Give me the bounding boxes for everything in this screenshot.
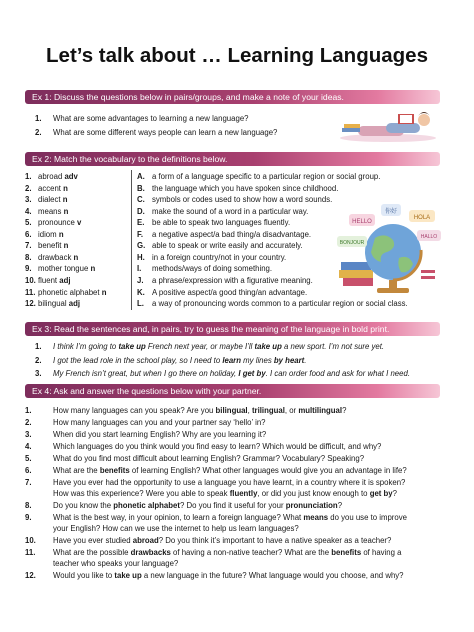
- bold-phrase: by heart: [273, 356, 305, 365]
- sentence-text: French next year, or maybe I’ll: [145, 342, 255, 351]
- ex4-item-num: 3.: [25, 430, 32, 439]
- vocab-part-of-speech: n: [73, 252, 79, 262]
- definition-text: a way of pronouncing words common to a particular region or social class.: [152, 299, 408, 309]
- definition-text: be able to speak two languages fluently.: [152, 218, 291, 228]
- definition-letter: F.: [137, 229, 144, 239]
- question-text: a new language in the future? What language would you choose, and why?: [141, 571, 404, 581]
- vocab-part-of-speech: n: [62, 195, 68, 205]
- ex3-sentence: [53, 342, 384, 352]
- vocab-part-of-speech: n: [63, 183, 68, 193]
- ex4-question-line: [53, 478, 405, 488]
- vocab-word: means: [38, 206, 64, 216]
- page-title: Let’s talk about … Learning Languages: [46, 44, 428, 67]
- ex4-item-num: 11.: [25, 548, 36, 558]
- definition-text: the language which you have spoken since childhood.: [152, 183, 339, 193]
- vocab-row: [0, 172, 440, 182]
- vocab-number: 1.: [25, 172, 32, 181]
- ex4-question-line: [53, 466, 407, 476]
- question-text: Which languages do you think would you find easy to learn? Which would be difficult, and why?: [53, 442, 382, 451]
- sentence-text: My French isn’t great, but when I go there on holiday,: [53, 369, 239, 378]
- bubble-hallo: HALLO: [420, 234, 438, 240]
- definition-text: methods/ways of doing something.: [152, 264, 273, 274]
- ex4-question-line: [53, 454, 364, 464]
- vocab-row: [0, 299, 440, 309]
- question-text: of having a non-native teacher? What are the: [170, 548, 332, 558]
- question-text: ?: [337, 501, 343, 511]
- vocab-term: [38, 264, 95, 274]
- ex1-heading-banner: Ex 1: Discuss the questions below in pairs/groups, and make a note of your ideas.: [25, 90, 440, 104]
- ex2-heading-banner: Ex 2: Match the vocabulary to the definitions below.: [25, 152, 440, 166]
- bold-phrase: learn: [222, 356, 241, 365]
- vocab-term: [38, 184, 68, 194]
- ex4-item-num: 5.: [25, 454, 32, 463]
- question-text: Would you like to: [53, 571, 115, 581]
- bold-phrase: means: [303, 513, 329, 523]
- ex4-question-line: [53, 489, 397, 499]
- bold-phrase: trilingual: [251, 406, 285, 415]
- question-text: ?: [342, 406, 347, 415]
- vocab-number: 6.: [25, 229, 32, 239]
- bold-phrase: benefits: [99, 466, 130, 475]
- ex4-item-num: 7.: [25, 478, 32, 487]
- vocab-part-of-speech: v: [77, 218, 82, 228]
- vocab-word: abroad: [38, 172, 65, 181]
- vocab-part-of-speech: adv: [64, 172, 78, 181]
- vocab-number: 12.: [25, 299, 36, 309]
- globe-languages-illustration: [335, 200, 443, 300]
- bold-phrase: fluently: [229, 489, 258, 499]
- vocab-number: 10.: [25, 275, 36, 285]
- vocab-term: [38, 172, 78, 182]
- vocab-word: fluent: [38, 275, 60, 285]
- ex1-question: What are some different ways people can learn a new language?: [53, 128, 278, 137]
- question-text: Do you know the: [53, 501, 114, 511]
- vocab-number: 3.: [25, 195, 32, 205]
- question-text: What do you find most difficult about learning English? Grammar? Vocabulary? Speaking?: [53, 454, 365, 463]
- sentence-text: my lines: [240, 356, 274, 365]
- sentence-text: . I can order food and ask for what I need.: [265, 369, 410, 378]
- bold-phrase: take up: [118, 342, 146, 351]
- vocab-word: drawback: [38, 252, 74, 262]
- bubble-hola: HOLA: [413, 215, 431, 221]
- bold-phrase: benefits: [331, 548, 362, 558]
- definition-letter: H.: [137, 252, 145, 262]
- ex4-question-line: [53, 571, 404, 581]
- bubble-hello: HELLO: [352, 219, 372, 225]
- ex3-sentence: [53, 369, 410, 379]
- vocab-term: [38, 241, 68, 251]
- ex1-question: What are some advantages to learning a new language?: [53, 114, 249, 123]
- vocab-word: dialect: [38, 195, 63, 205]
- vocab-row: [0, 184, 440, 194]
- vocab-number: 2.: [25, 183, 32, 193]
- vocab-term: [38, 230, 64, 240]
- definition-letter: I.: [137, 264, 142, 274]
- ex4-question-line: [53, 406, 346, 416]
- bold-phrase: pronunciation: [285, 501, 338, 511]
- definition-text: symbols or codes used to show how a word sounds.: [152, 195, 333, 205]
- question-text: your English? How can we use the internet to help us learn languages?: [53, 524, 299, 534]
- question-text: ?: [392, 489, 397, 499]
- definition-text: able to speak or write easily and accurately.: [152, 241, 303, 251]
- ex4-heading-banner: Ex 4: Ask and answer the questions below with your partner.: [25, 384, 440, 398]
- vocab-part-of-speech: adj: [59, 275, 71, 285]
- question-text: What are the: [53, 466, 100, 475]
- vocab-term: [38, 276, 71, 286]
- bold-phrase: drawbacks: [130, 548, 171, 558]
- vocab-number: 5.: [25, 218, 32, 228]
- question-text: How was this experience? Were you able to speak: [53, 489, 230, 499]
- ex4-question-line: [53, 442, 381, 452]
- ex1-item-num: 2.: [35, 128, 42, 137]
- vocab-term: [38, 218, 81, 228]
- question-text: , or did you just know enough to: [257, 489, 370, 499]
- question-text: do you use to improve: [328, 513, 407, 523]
- definition-letter: B.: [137, 183, 145, 193]
- ex4-question-line: [53, 559, 178, 569]
- definition-text: a form of a language specific to a particular region or social group.: [152, 172, 381, 181]
- ex3-item-num: 2.: [35, 356, 42, 365]
- definition-letter: C.: [137, 195, 145, 205]
- ex4-question-line: [53, 430, 266, 440]
- vocab-term: [38, 299, 80, 309]
- vocab-number: 9.: [25, 264, 32, 274]
- vocab-term: [38, 288, 107, 298]
- vocab-term: [38, 253, 78, 263]
- question-text: of having a: [361, 548, 402, 558]
- definition-letter: J.: [137, 275, 144, 285]
- bold-phrase: take up: [254, 342, 282, 351]
- vocab-word: pronounce: [38, 218, 78, 228]
- question-text: Have you ever had the opportunity to use a language you have learnt, in a country where it is spoken?: [53, 478, 406, 487]
- vocab-term: [38, 195, 67, 205]
- bold-phrase: get by: [369, 489, 393, 499]
- definition-text: in a foreign country/not in your country.: [152, 252, 287, 262]
- bold-phrase: phonetic alphabet: [113, 501, 180, 511]
- ex3-heading-banner: Ex 3: Read the sentences and, in pairs, try to guess the meaning of the language in bold print.: [25, 322, 440, 336]
- definition-text: a phrase/expression with a figurative meaning.: [152, 275, 313, 285]
- vocab-word: idiom: [38, 229, 59, 239]
- sentence-text: I think I’m going to: [53, 342, 119, 351]
- definition-letter: G.: [137, 241, 146, 251]
- bubble-bonjour: BONJOUR: [339, 240, 365, 246]
- ex4-question-line: [53, 513, 407, 523]
- vocab-number: 7.: [25, 241, 32, 251]
- vocab-number: 11.: [25, 287, 36, 297]
- bold-phrase: bilingual: [215, 406, 248, 415]
- ex3-item-num: 3.: [35, 369, 42, 378]
- ex4-item-num: 12.: [25, 571, 36, 581]
- question-text: of learning English? What other languages would give you an advantage in life?: [129, 466, 407, 475]
- ex4-item-num: 1.: [25, 406, 32, 415]
- definition-text: make the sound of a word in a particular way.: [152, 206, 309, 216]
- student-reading-illustration: [336, 106, 440, 144]
- ex4-question-line: [53, 536, 391, 546]
- vocab-part-of-speech: adj: [68, 299, 81, 309]
- vocab-part-of-speech: n: [101, 287, 107, 297]
- ex4-item-num: 9.: [25, 513, 32, 523]
- vocab-term: [38, 207, 68, 217]
- definition-letter: K.: [137, 287, 145, 297]
- bold-phrase: multilingual: [298, 406, 343, 415]
- bold-phrase: I get by: [238, 369, 266, 378]
- ex4-question-line: [53, 524, 299, 534]
- definition-letter: L.: [137, 299, 144, 309]
- ex1-item-num: 1.: [35, 114, 42, 123]
- definition-letter: E.: [137, 218, 145, 228]
- question-text: ? Do you think it’s important to have a native speaker as a teacher?: [158, 536, 392, 546]
- sentence-text: a new sport. I’m not sure yet.: [281, 342, 385, 351]
- ex4-item-num: 10.: [25, 536, 36, 546]
- ex4-question-line: [53, 501, 342, 511]
- sentence-text: I got the lead role in the school play, so I need to: [53, 356, 223, 365]
- definition-letter: D.: [137, 206, 145, 216]
- ex4-question-line: [53, 548, 402, 558]
- question-text: When did you start learning English? Why are you learning it?: [53, 430, 267, 439]
- vocab-word: mother tongue: [38, 264, 91, 274]
- question-text: What are the possible: [53, 548, 131, 558]
- vocab-number: 8.: [25, 252, 32, 262]
- question-text: , or: [284, 406, 299, 415]
- ex3-item-num: 1.: [35, 342, 42, 351]
- sentence-text: .: [304, 356, 307, 365]
- bold-phrase: take up: [114, 571, 142, 581]
- vocab-word: bilingual: [38, 299, 69, 309]
- question-text: How many languages can you and your partner say ‘hello’ in?: [53, 418, 266, 427]
- question-text: teacher who speaks your language?: [53, 559, 179, 569]
- question-text: ,: [247, 406, 252, 415]
- question-text: How many languages can you speak? Are you: [53, 406, 216, 415]
- ex4-item-num: 4.: [25, 442, 32, 451]
- definition-text: a negative aspect/a bad thing/a disadvantage.: [152, 229, 312, 239]
- question-text: Have you ever studied: [53, 536, 133, 546]
- question-text: ? Do you find it useful for your: [179, 501, 286, 511]
- definition-letter: A.: [137, 172, 145, 181]
- vocab-part-of-speech: n: [58, 229, 64, 239]
- vocab-word: accent: [38, 183, 64, 193]
- ex4-item-num: 2.: [25, 418, 32, 427]
- bubble-nihao: 你好: [384, 208, 398, 215]
- vocab-word: phonetic alphabet: [38, 287, 102, 297]
- ex4-question-line: [53, 418, 266, 428]
- ex4-item-num: 8.: [25, 501, 32, 511]
- ex3-sentence: [53, 356, 306, 366]
- definition-text: A positive aspect/a good thing/an advantage.: [152, 287, 308, 297]
- vocab-part-of-speech: n: [63, 206, 69, 216]
- question-text: What is the best way, in your opinion, to learn a foreign language? What: [53, 513, 304, 523]
- ex4-item-num: 6.: [25, 466, 32, 475]
- vocab-number: 4.: [25, 206, 32, 216]
- bold-phrase: abroad: [132, 536, 159, 546]
- vocab-part-of-speech: n: [90, 264, 96, 274]
- vocab-part-of-speech: n: [63, 241, 69, 251]
- vocab-word: benefit: [38, 241, 64, 251]
